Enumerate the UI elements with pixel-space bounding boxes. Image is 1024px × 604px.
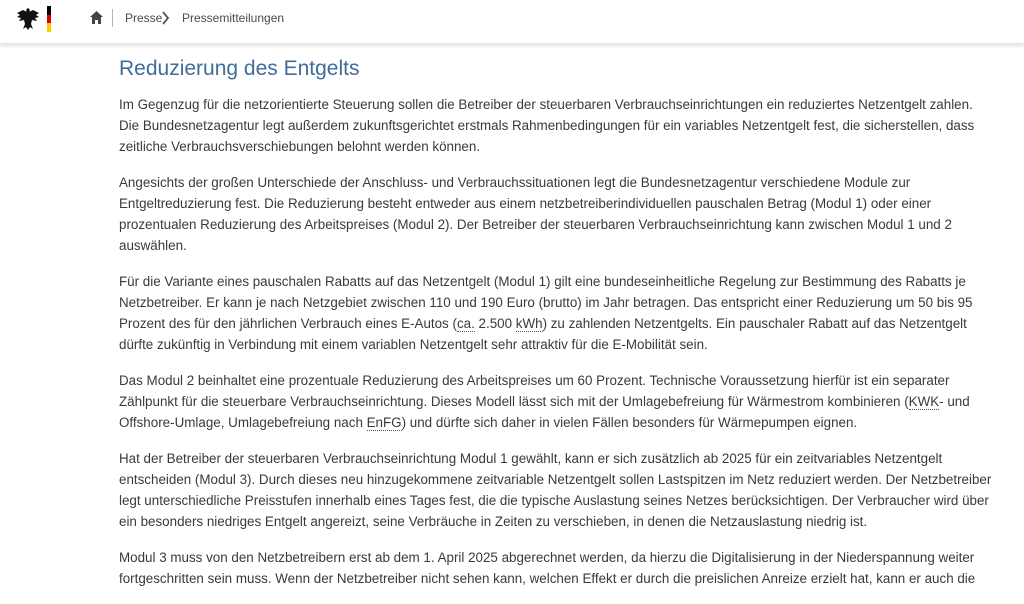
paragraph-3-text-c: ) zu zahlenden Netzentgelts. Ein pauschaler Rabatt auf das Netzentgelt dürfte zukünftig in Verbindung mit einem variablen Netzentgelt sehr attraktiv für die E-Mobilität sein.	[119, 316, 967, 352]
abbr-enfg[interactable]: EnFG	[366, 415, 402, 430]
home-icon[interactable]	[89, 10, 104, 25]
breadcrumb-divider	[112, 9, 113, 27]
paragraph-5: Hat der Betreiber der steuerbaren Verbrauchseinrichtung Modul 1 gewählt, kann er sich zusätzlich ab 2025 für ein zeitvariables Netzentgelt entscheiden (Modul 3). Durch dieses neu hinzugekommene zeitvariable Netzentgelt sollen Lastspitzen im Netz reduziert werden. Der Netzbetreiber legt unterschiedliche Preisstufen innerhalb eines Tages fest, die die typische Auslastung seines Netzes berücksichtigen. Der Verbraucher wird über ein besonders niedriges Entgelt angereizt, seine Verbräuche in Zeiten zu verschieben, in denen die Netzauslastung niedrig ist.	[119, 451, 992, 529]
paragraph-1: Im Gegenzug für die netzorientierte Steuerung sollen die Betreiber der steuerbaren Verbrauchseinrichtungen ein reduziertes Netzentgelt zahlen. Die Bundesnetzagentur legt außerdem zukunftsgerichtet erstmals Rahmenbedingungen für ein variables Netzentgelt fest, die sicherstellen, dass zeitliche Verbrauchsverschiebungen belohnt werden können.	[119, 97, 975, 154]
chevron-right-icon	[161, 11, 170, 25]
paragraph-4-text-b: - und Offshore-Umlage, Umlagebefreiung nach	[119, 394, 970, 430]
paragraph-4-text-c: ) und dürfte sich daher in vielen Fällen besonders für Wärmepumpen eignen.	[401, 415, 858, 430]
paragraph-3	[119, 271, 994, 355]
paragraph-6: Modul 3 muss von den Netzbetreibern erst ab dem 1. April 2025 abgerechnet werden, da hierzu die Digitalisierung in der Niederspannung weiter fortgeschritten sein muss. Wenn der Netzbetreiber nicht sehen kann, welchen Effekt er durch die preislichen Anreize erzielt hat, kann er auch die	[119, 550, 976, 586]
abbr-ca[interactable]: ca.	[456, 316, 475, 331]
breadcrumb-pressemitteilungen[interactable]: Pressemitteilungen	[182, 11, 285, 25]
paragraph-4-text-a: Das Modul 2 beinhaltet eine prozentuale Reduzierung des Arbeitspreises um 60 Prozent. Technische Voraussetzung hierfür ist ein separater Zählpunkt für die steuerbare Verbrauchseinrichtung. Dieses Modell lässt sich mit der Umlagebefreiung für Wärmestrom kombinieren (	[119, 373, 950, 409]
paragraph-2: Angesichts der großen Unterschiede der Anschluss- und Verbrauchssituationen legt die Bundesnetzagentur verschiedene Module zur Entgeltreduzierung fest. Die Reduzierung besteht entweder aus einem netzbetreiberindividuellen pauschalen Betrag (Modul 1) oder einer prozentualen Reduzierung des Arbeitspreises (Modul 2). Der Betreiber der steuerbaren Verbrauchseinrichtung kann zwischen Modul 1 und 2 auswählen.	[119, 175, 952, 253]
section-heading: Reduzierung des Entgelts	[119, 57, 360, 80]
paragraph-4	[119, 370, 994, 433]
abbr-kwh[interactable]: kWh	[515, 316, 543, 331]
breadcrumb-presse[interactable]: Presse	[125, 11, 163, 25]
paragraph-3-text-a: Für die Variante eines pauschalen Rabatts auf das Netzentgelt (Modul 1) gilt eine bundeseinheitliche Regelung zur Bestimmung des Rabatts je Netzbetreiber. Er kann je nach Netzgebiet zwischen 110 und 190 Euro (brutto) im Jahr betragen. Das entspricht einer Reduzierung um 50 bis 95 Prozent des für den jährlichen Verbrauch eines E-Autos (	[119, 274, 973, 331]
abbr-kwk[interactable]: KWK	[908, 394, 940, 409]
flag-stripe	[47, 6, 51, 32]
paragraph-3-text-b: 2.500	[474, 316, 516, 331]
federal-eagle-logo[interactable]	[16, 6, 40, 32]
top-bar	[0, 0, 1024, 44]
article-content	[119, 56, 999, 604]
